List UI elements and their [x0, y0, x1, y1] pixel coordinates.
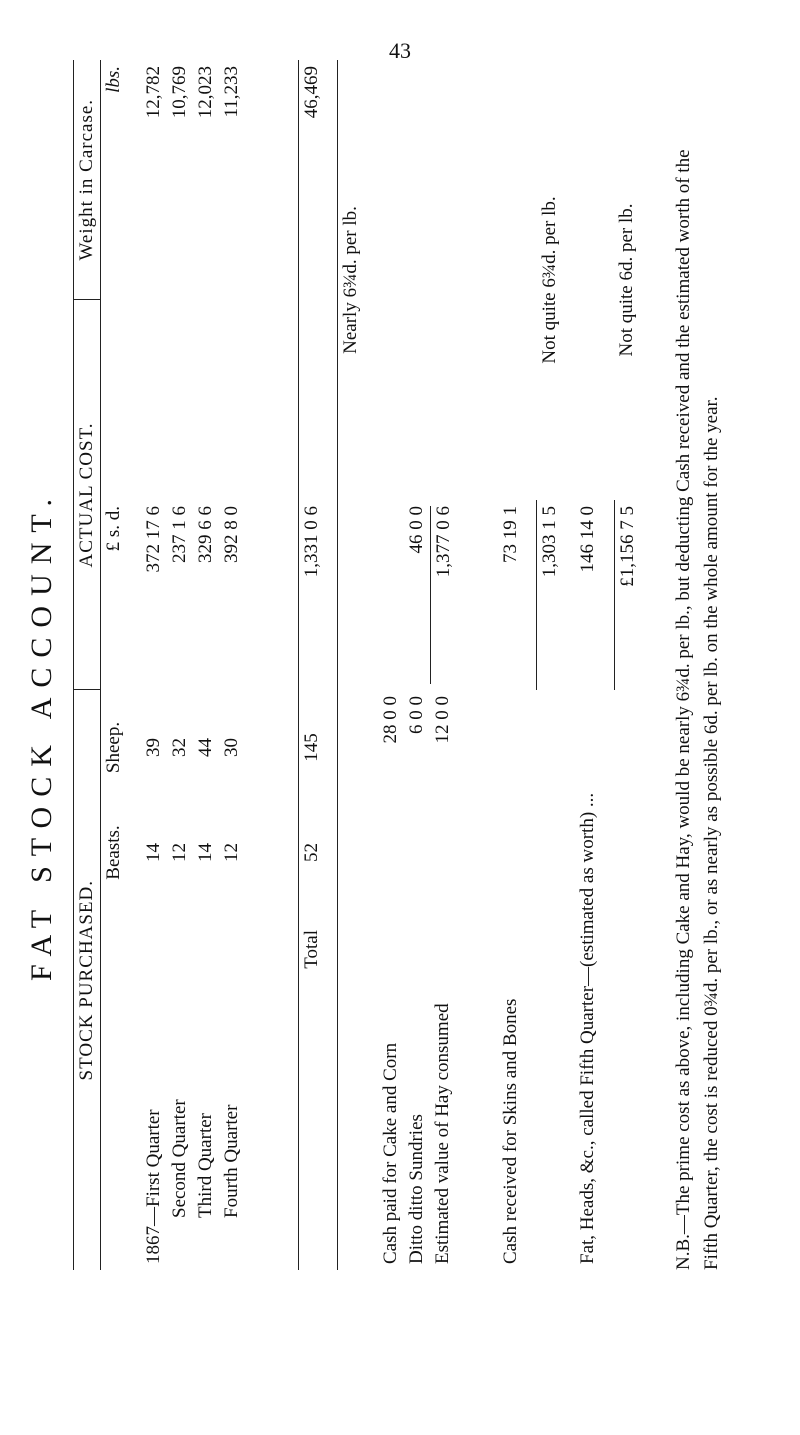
total-label: Total	[298, 900, 338, 1270]
weight-units: lbs.	[103, 65, 124, 93]
quarter-label: Third Quarter	[195, 1113, 217, 1218]
cash-amount: 28 0 0	[380, 695, 402, 744]
final-amount: £1,156 7 5	[614, 500, 653, 690]
weight-value: 10,769	[169, 65, 191, 119]
cost-value: 372 17 6	[143, 505, 165, 573]
footnote: N.B.—The prime cost as above, including Cake and Hay, would be nearly 6¾d. per lb., but deducting Cash received and the estimated worth of the Fifth Quarter, the cost is reduced 0¾d. per lb., or as nearly as possible 6d. per lb. on the whole amount for the year.	[673, 149, 722, 1270]
sheep-value: 32	[169, 738, 191, 757]
sum-total-amount: 1,377 0 6	[430, 506, 457, 684]
sheep-value: 44	[195, 738, 217, 757]
total-weight: 46,469	[298, 60, 338, 300]
fat-stock-table	[73, 60, 653, 1270]
quarter-label: Second Quarter	[169, 1099, 191, 1218]
quarter-label: Fourth Quarter	[221, 1104, 243, 1218]
weight-value: 12,782	[143, 65, 165, 119]
cash-amount: 6 0 0	[406, 695, 428, 734]
beasts-header: Beasts.	[103, 825, 124, 880]
total-beasts: 52	[298, 805, 338, 900]
weight-header: Weight in Carcase.	[74, 60, 101, 300]
net-note: Not quite 6¾d. per lb.	[538, 196, 560, 364]
sheep-value: 39	[143, 738, 165, 757]
cost-value: 237 1 6	[169, 505, 191, 563]
cost-value: 329 6 6	[195, 505, 217, 563]
rotated-table-area	[15, 50, 785, 1420]
beasts-value: 14	[195, 843, 217, 862]
subtotal-amount: 46 0 0	[406, 505, 428, 554]
skins-label: Cash received for Skins and Bones	[499, 998, 521, 1264]
fifth-quarter-label: Fat, Heads, &c., called Fifth Quarter—(estimated as worth) ...	[577, 792, 599, 1264]
sheep-header: Sheep.	[103, 721, 124, 774]
cash-label: Ditto ditto Sundries	[406, 1114, 428, 1264]
cash-amount: 12 0 0	[432, 695, 454, 744]
total-sheep: 145	[298, 690, 338, 805]
fifth-quarter-amount: 146 14 0	[577, 505, 599, 573]
weight-value: 11,233	[221, 65, 243, 118]
skins-amount: 73 19 1	[499, 505, 521, 563]
stock-header: STOCK PURCHASED.	[74, 690, 101, 1270]
beasts-value: 14	[143, 843, 165, 862]
beasts-value: 12	[221, 843, 243, 862]
weight-value: 12,023	[195, 65, 217, 119]
sheep-value: 30	[221, 738, 243, 757]
cost-units: £ s. d.	[103, 505, 124, 552]
price-per-lb-note: Nearly 6¾d. per lb.	[340, 206, 362, 354]
quarter-label: 1867—First Quarter	[143, 1109, 165, 1264]
net-amount: 1,303 1 5	[537, 500, 576, 690]
cost-header: ACTUAL COST.	[74, 300, 101, 690]
final-note: Not quite 6d. per lb.	[616, 203, 638, 357]
beasts-value: 12	[169, 843, 191, 862]
page-number: 43	[389, 38, 411, 63]
cash-label: Estimated value of Hay consumed	[432, 1003, 454, 1264]
cost-value: 392 8 0	[221, 505, 243, 563]
cash-label: Cash paid for Cake and Corn	[380, 1042, 402, 1264]
total-cost: 1,331 0 6	[298, 500, 338, 690]
page-title: FAT STOCK ACCOUNT.	[25, 489, 58, 982]
